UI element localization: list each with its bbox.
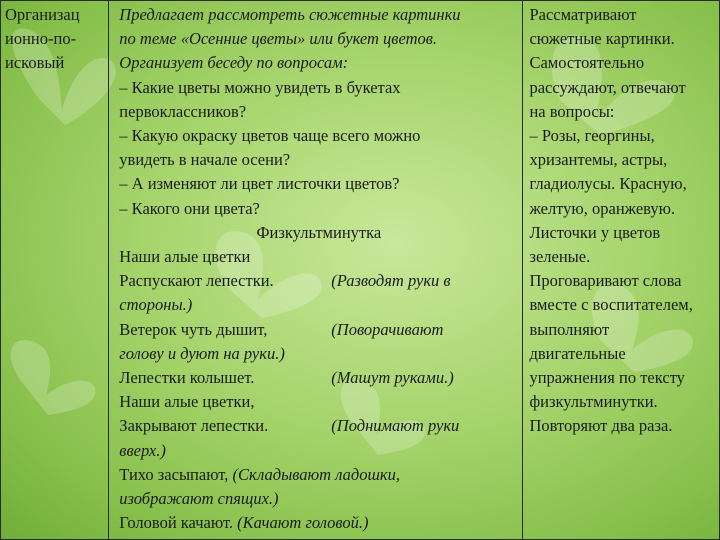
intro-line: по теме «Осенние цветы» или букет цветов. <box>119 29 438 49</box>
question-line: первоклассников? <box>119 101 247 121</box>
poem-action: (Разводят руки в <box>331 271 451 291</box>
pupil-line: упражнения по тексту <box>529 368 685 388</box>
question-line: увидеть в начале осени? <box>119 150 291 170</box>
poem-line <box>119 463 518 487</box>
teacher-activity-cell <box>109 1 523 540</box>
pupil-line: Повторяют два раза. <box>529 416 673 436</box>
pupil-line: физкультминутки. <box>529 392 658 412</box>
table-row <box>1 1 720 540</box>
poem-line <box>119 318 518 342</box>
poem-text: Тихо засыпают, <box>119 464 229 484</box>
pupil-activity-cell <box>523 1 720 540</box>
pupil-line: Рассматривают <box>529 5 637 24</box>
pupil-line: – Розы, георгины, <box>529 126 655 146</box>
poem-title: Физкультминутка <box>256 222 382 242</box>
poem-action: (Качают головой.) <box>237 513 369 533</box>
pupil-line: гладиолусы. Красную, <box>529 174 687 194</box>
poem-text: Закрывают лепестки. <box>119 416 269 436</box>
stage-line: исковый <box>5 53 65 73</box>
pupil-line: вместе с воспитателем, <box>529 295 693 315</box>
stage-line: ионно-по- <box>5 29 77 49</box>
poem-action: голову и дуют на руки.) <box>119 343 285 363</box>
poem-action: (Машут руками.) <box>331 368 454 388</box>
poem-line <box>119 511 518 535</box>
poem-action: изображают спящих.) <box>119 489 279 509</box>
pupil-line: рассуждают, отвечают <box>529 77 686 97</box>
intro-line: Организует беседу по вопросам: <box>119 53 349 73</box>
poem-action: (Складывают ладошки, <box>232 464 401 484</box>
stage-line: Организац <box>5 5 80 24</box>
pupil-line: выполняют <box>529 319 610 339</box>
poem-line <box>119 269 518 293</box>
poem-text: Распускают лепестки. <box>119 271 274 291</box>
question-line: – Какого они цвета? <box>119 198 260 218</box>
poem-line: Наши алые цветки <box>119 247 251 267</box>
poem-line <box>119 414 518 438</box>
poem-line <box>119 366 518 390</box>
pupil-line: двигательные <box>529 343 626 363</box>
poem-action: (Поворачивают <box>331 319 444 339</box>
poem-line: Наши алые цветки, <box>119 392 255 412</box>
stage-cell <box>1 1 109 540</box>
question-line: – Какие цветы можно увидеть в букетах <box>119 77 401 97</box>
poem-action: вверх.) <box>119 440 166 460</box>
poem-text: Ветерок чуть дышит, <box>119 319 268 339</box>
pupil-line: на вопросы: <box>529 101 615 121</box>
poem-text: Головой качают. <box>119 513 234 533</box>
poem-action: (Поднимают руки <box>331 416 460 436</box>
question-line: – А изменяют ли цвет листочки цветов? <box>119 174 400 194</box>
poem-text: Лепестки колышет. <box>119 368 255 388</box>
pupil-line: Проговаривают слова <box>529 271 682 291</box>
pupil-line: зеленые. <box>529 247 591 267</box>
pupil-line: сюжетные картинки. <box>529 29 675 49</box>
pupil-line: хризантемы, астры, <box>529 150 668 170</box>
pupil-line: Листочки у цветов <box>529 222 661 242</box>
intro-line: Предлагает рассмотреть сюжетные картинки <box>119 5 461 24</box>
poem-action: стороны.) <box>119 295 193 315</box>
pupil-line: желтую, оранжевую. <box>529 198 676 218</box>
pupil-line: Самостоятельно <box>529 53 645 73</box>
question-line: – Какую окраску цветов чаще всего можно <box>119 126 421 146</box>
